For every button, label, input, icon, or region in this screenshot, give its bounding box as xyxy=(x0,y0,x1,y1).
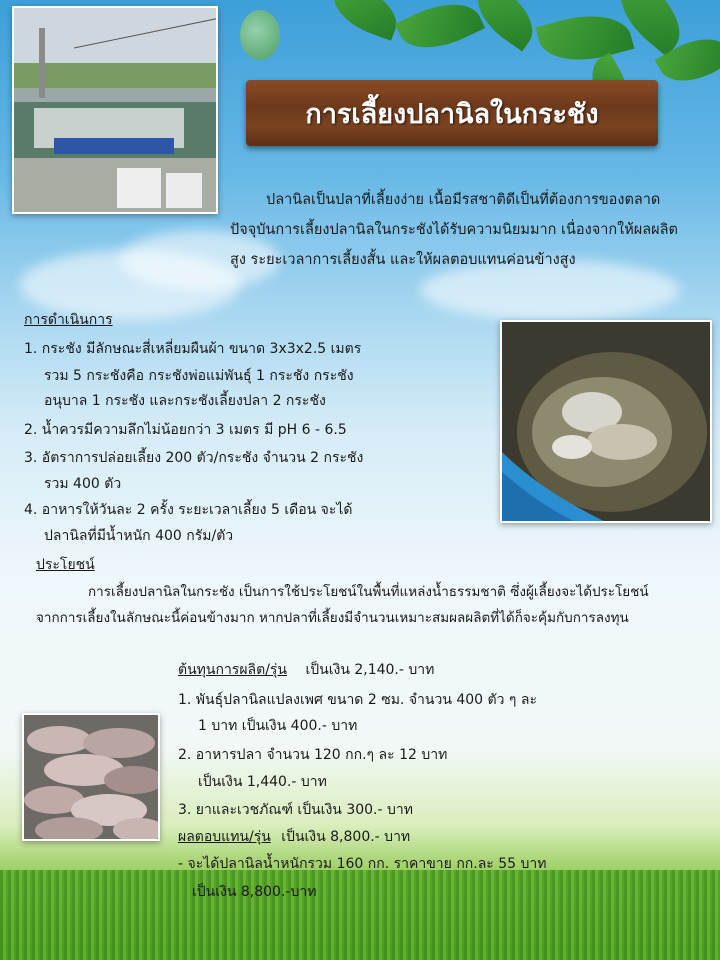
cost-line: 3. ยาและเวชภัณฑ์ เป็นเงิน 300.- บาท xyxy=(178,802,413,818)
grass-decoration xyxy=(0,870,720,960)
benefit-line: จากการเลี้ยงในลักษณะนี้ค่อนข้างมาก หากปลาที่เลี้ยงมีจำนวนเหมาะสมผลผลิตที่ได้ก็จะคุ้มกับการลงทุน xyxy=(36,610,629,626)
tilapia-photo xyxy=(22,713,160,841)
leaf-decoration xyxy=(240,10,280,60)
page-title: การเลี้ยงปลานิลในกระชัง xyxy=(305,98,599,130)
benefit-line: การเลี้ยงปลานิลในกระชัง เป็นการใช้ประโยชน์ในพื้นที่แหล่งน้ำธรรมชาติ ซึ่งผู้เลี้ยงจะได้ประโยชน์ xyxy=(88,584,649,600)
return-heading-row xyxy=(178,823,410,851)
return-line: เป็นเงิน 8,800.-บาท xyxy=(192,884,317,900)
operation-line: 3. อัตราการปล่อยเลี้ยง 200 ตัว/กระชัง จำนวน 2 กระชัง xyxy=(24,450,364,466)
cost-line: 1 บาท เป็นเงิน 400.- บาท xyxy=(198,718,358,734)
operation-line: รวม 400 ตัว xyxy=(44,476,122,492)
title-board xyxy=(246,80,658,146)
cost-heading-row xyxy=(178,656,434,684)
leaf-decoration xyxy=(536,4,635,72)
operation-line: 4. อาหารให้วันละ 2 ครั้ง ระยะเวลาเลี้ยง 5 เดือน จะได้ xyxy=(24,502,353,518)
operation-line: รวม 5 กระชังคือ กระชังพ่อแม่พันธุ์ 1 กระชัง กระชัง xyxy=(44,368,354,384)
leaf-decoration xyxy=(395,0,485,62)
operation-line: 2. น้ำควรมีความลึกไม่น้อยกว่า 3 เมตร มี pH 6 - 6.5 xyxy=(24,422,347,438)
intro-line: ปลานิลเป็นปลาที่เลี้ยงง่าย เนื้อมีรสชาติดีเป็นที่ต้องการของตลาด xyxy=(266,192,661,208)
return-heading: ผลตอบแทน/รุ่น xyxy=(178,829,271,845)
cost-line: เป็นเงิน 1,440.- บาท xyxy=(198,774,327,790)
operation-heading: การดำเนินการ xyxy=(24,312,113,328)
return-line: - จะได้ปลานิลน้ำหนักรวม 160 กก. ราคาขาย กก.ละ 55 บาท xyxy=(178,856,547,872)
operation-line: 1. กระชัง มีลักษณะสี่เหลี่ยมผืนผ้า ขนาด 3x3x2.5 เมตร xyxy=(24,341,362,357)
intro-line: สูง ระยะเวลาการเลี้ยงสั้น และให้ผลตอบแทนค่อนข้างสูง xyxy=(230,252,576,268)
cost-heading: ต้นทุนการผลิต/รุ่น xyxy=(178,662,287,678)
leaf-decoration xyxy=(325,0,404,41)
operation-line: ปลานิลที่มีน้ำหนัก 400 กรัม/ตัว xyxy=(44,528,234,544)
cost-line: 1. พันธุ์ปลานิลแปลงเพศ ขนาด 2 ซม. จำนวน 400 ตัว ๆ ละ xyxy=(178,692,537,708)
cage-farm-photo xyxy=(12,6,218,214)
cost-line: 2. อาหารปลา จำนวน 120 กก.ๆ ละ 12 บาท xyxy=(178,747,448,763)
operation-line: อนุบาล 1 กระชัง และกระชังเลี้ยงปลา 2 กระชัง xyxy=(44,393,326,409)
fish-net-photo xyxy=(500,320,712,523)
cost-total: เป็นเงิน 2,140.- บาท xyxy=(305,662,435,678)
benefit-heading: ประโยชน์ xyxy=(36,557,95,573)
return-total: เป็นเงิน 8,800.- บาท xyxy=(281,829,411,845)
intro-line: ปัจจุบันการเลี้ยงปลานิลในกระชังได้รับความนิยมมาก เนื่องจากให้ผลผลิต xyxy=(230,222,678,238)
